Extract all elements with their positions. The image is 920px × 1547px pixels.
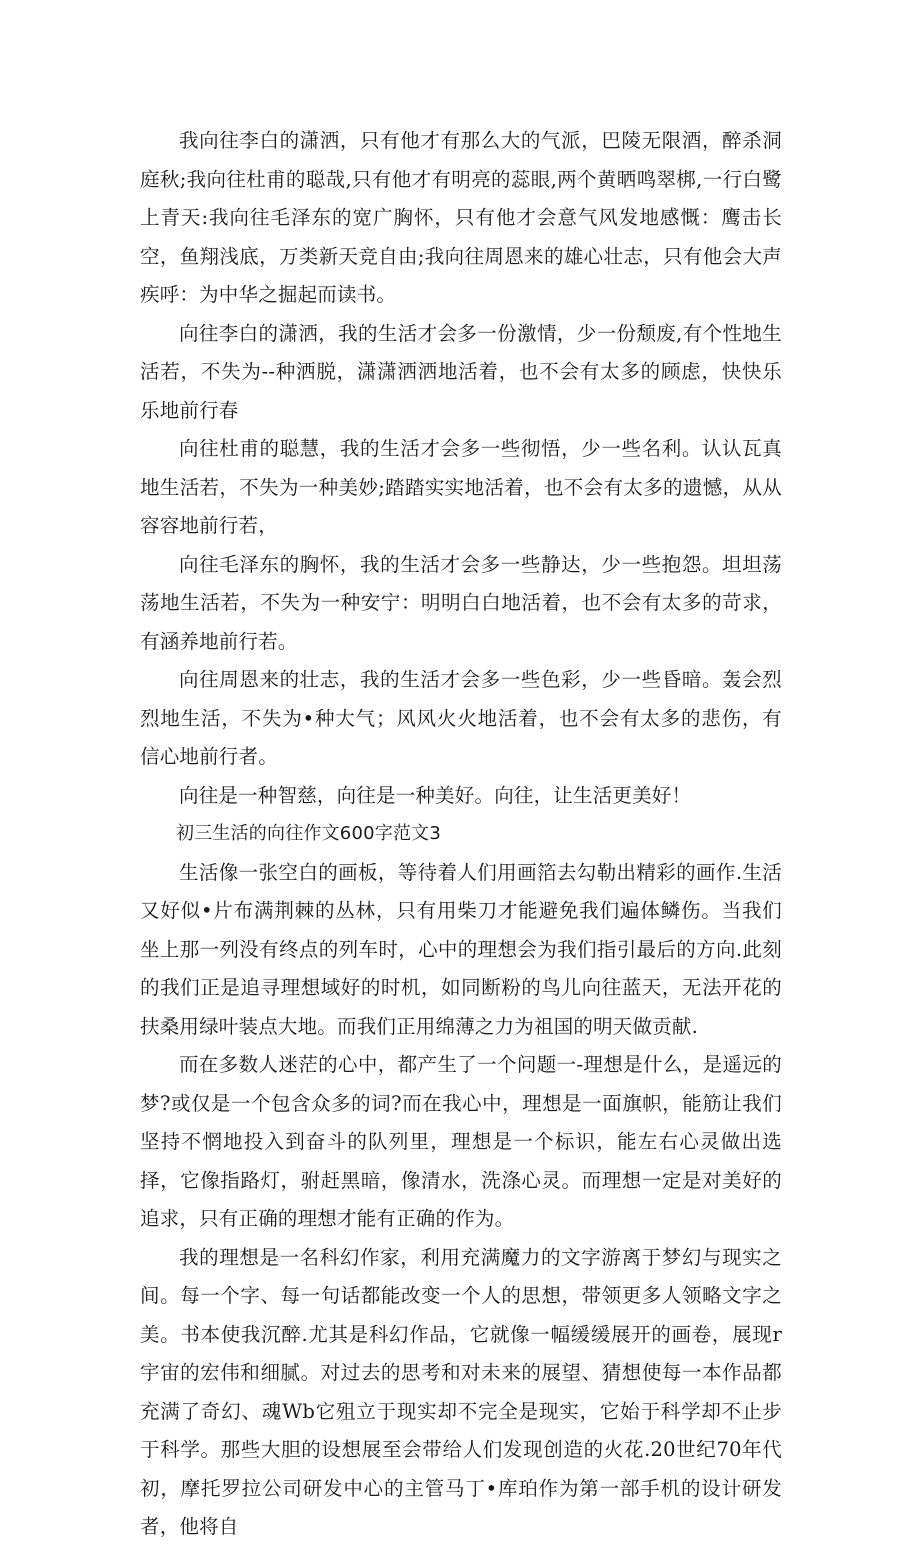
paragraph: 我向往李白的潇洒，只有他才有那么大的气派，巴陵无限酒，醉杀洞庭秋;我向往杜甫的聪哉,只有他才有明亮的蕊眼,两个黄晒鸣翠梆,一行白鹭上青天:我向往毛泽东的宽广胸怀，只有他才会意气风发地感慨：鹰击长空，鱼翔浅底，万类新天竞自由;我向往周恩来的雄心壮志，只有他会大声疾呼：为中华之掘起而读书。 <box>140 129 782 306</box>
paragraph: 向往是一种智慈，向往是一种美好。向往，让生活更美好！ <box>179 783 692 807</box>
paragraph: 而在多数人迷茫的心中，都产生了一个问题一-理想是什么，是遥远的梦?或仅是一个包含众多的词?而在我心中，理想是一面旗帜，能筋让我们坚持不惘地投入到奋斗的队列里，理想是一个标识，能左右心灵做出选择，它像指路灯，驸赶黑暗，像清水，洗涤心灵。而理想一定是对美好的追求，只有正确的理想才能有正确的作为。 <box>140 1053 782 1230</box>
document-body <box>140 122 782 1547</box>
paragraph: 向往毛泽东的胸怀，我的生活才会多一些静达，少一些抱怨。坦坦荡荡地生活若，不失为一种安宁：明明白白地活着，也不会有太多的苛求，有涵养地前行若。 <box>140 552 782 653</box>
paragraph: 向往周恩来的壮志，我的生活才会多一些色彩，少一些昏暗。轰会烈烈地生活，不失为•种大气；风风火火地活着，也不会有太多的悲伤，有信心地前行者。 <box>140 668 782 768</box>
paragraph: 向往李白的潇洒，我的生活才会多一份激情，少一份颓废,有个性地生活若，不失为--种洒脱，潇潇洒洒地活着，也不会有太多的顾虑，快快乐乐地前行春 <box>140 321 782 422</box>
paragraph: 向往杜甫的聪慧，我的生活才会多一些彻悟，少一些名利。认认瓦真地生活若，不失为一种美妙;踏踏实实地活着，也不会有太多的遗憾，从从容容地前行若， <box>140 437 782 537</box>
paragraph: 我的理想是一名科幻作家，利用充满魔力的文字游离于梦幻与现实之间。每一个字、每一句话都能改变一个人的思想，带领更多人领略文字之美。书本使我沉醉.尤其是科幻作品，它就像一幅缓缓展开的画卷，展现r宇宙的宏伟和细腻。对过去的思考和对未来的展望、猜想使每一本作品都充满了奇幻、魂Wb它殂立于现实却不完全是现实，它始于科学却不止步于科学。那些大胆的设想展至会带给人们发现创造的火花.20世纪70年代初，摩托罗拉公司研发中心的主管马丁•库珀作为第一部手机的设计研发者，他将自 <box>140 1245 782 1538</box>
section-heading: 初三生活的向往作文600字范文3 <box>176 823 442 844</box>
paragraph: 生活像一张空白的画板，等待着人们用画箔去勾勒出精彩的画作.生活又好似•片布满荆棘的丛林，只有用柴刀才能避免我们遍体鳞伤。当我们坐上那一列没有终点的列车时，心中的理想会为我们指引最后的方向.此刻的我们正是追寻理想域好的时机，如同断粉的鸟儿向往蓝天，无法开花的扶桑用绿叶装点大地。而我们正用绵薄之力为祖国的明天做贡献. <box>140 860 782 1038</box>
